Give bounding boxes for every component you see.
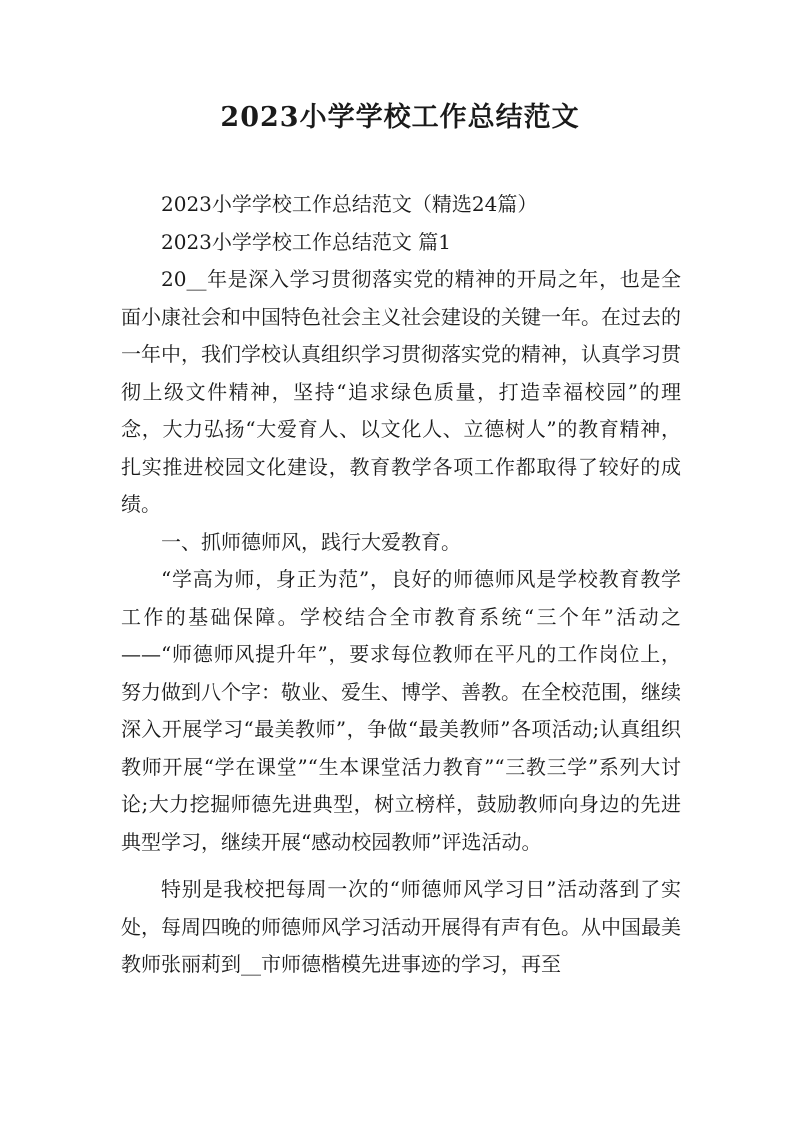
section-heading-article-1: 2023小学学校工作总结范文 篇1 [161,229,451,254]
paragraph-teacher-ethics: “学高为师，身正为范”，良好的师德师风是学校教育教学工作的基础保障。学校结合全市教育系统“三个年”活动之——“师德师风提升年”，要求每位教师在平凡的工作岗位上，努力做到八个字：敬业、爱生、博学、善教。在全校范围，继续深入开展学习“最美教师”，争做“最美教师”各项活动;认真组织教师开展“学在课堂”“生本课堂活力教育”“三教三学”系列大讨论;大力挖掘师德先进典型，树立榜样，鼓励教师向身边的先进典型学习，继续开展“感动校园教师”评选活动。 [121,567,681,854]
document-subtitle: 2023小学学校工作总结范文（精选24篇） [161,192,538,216]
document-title: 2023小学学校工作总结范文 [220,102,580,133]
section-heading-1: 一、抓师德师风，践行大爱教育。 [161,529,461,554]
document-body [121,186,681,984]
paragraph-intro: 20__年是深入学习贯彻落实党的精神的开局之年，也是全面小康社会和中国特色社会主义社会建设的关键一年。在过去的一年中，我们学校认真组织学习贯彻落实党的精神，认真学习贯彻上级文件精神，坚持“追求绿色质量，打造幸福校园”的理念，大力弘扬“大爱育人、以文化人、立德树人”的教育精神，扎实推进校园文化建设，教育教学各项工作都取得了较好的成绩。 [121,267,681,516]
paragraph-weekly-study: 特别是我校把每周一次的“师德师风学习日”活动落到了实处，每周四晚的师德师风学习活动开展得有声有色。从中国最美教师张丽莉到__市师德楷模先进事迹的学习，再至 [121,877,681,976]
